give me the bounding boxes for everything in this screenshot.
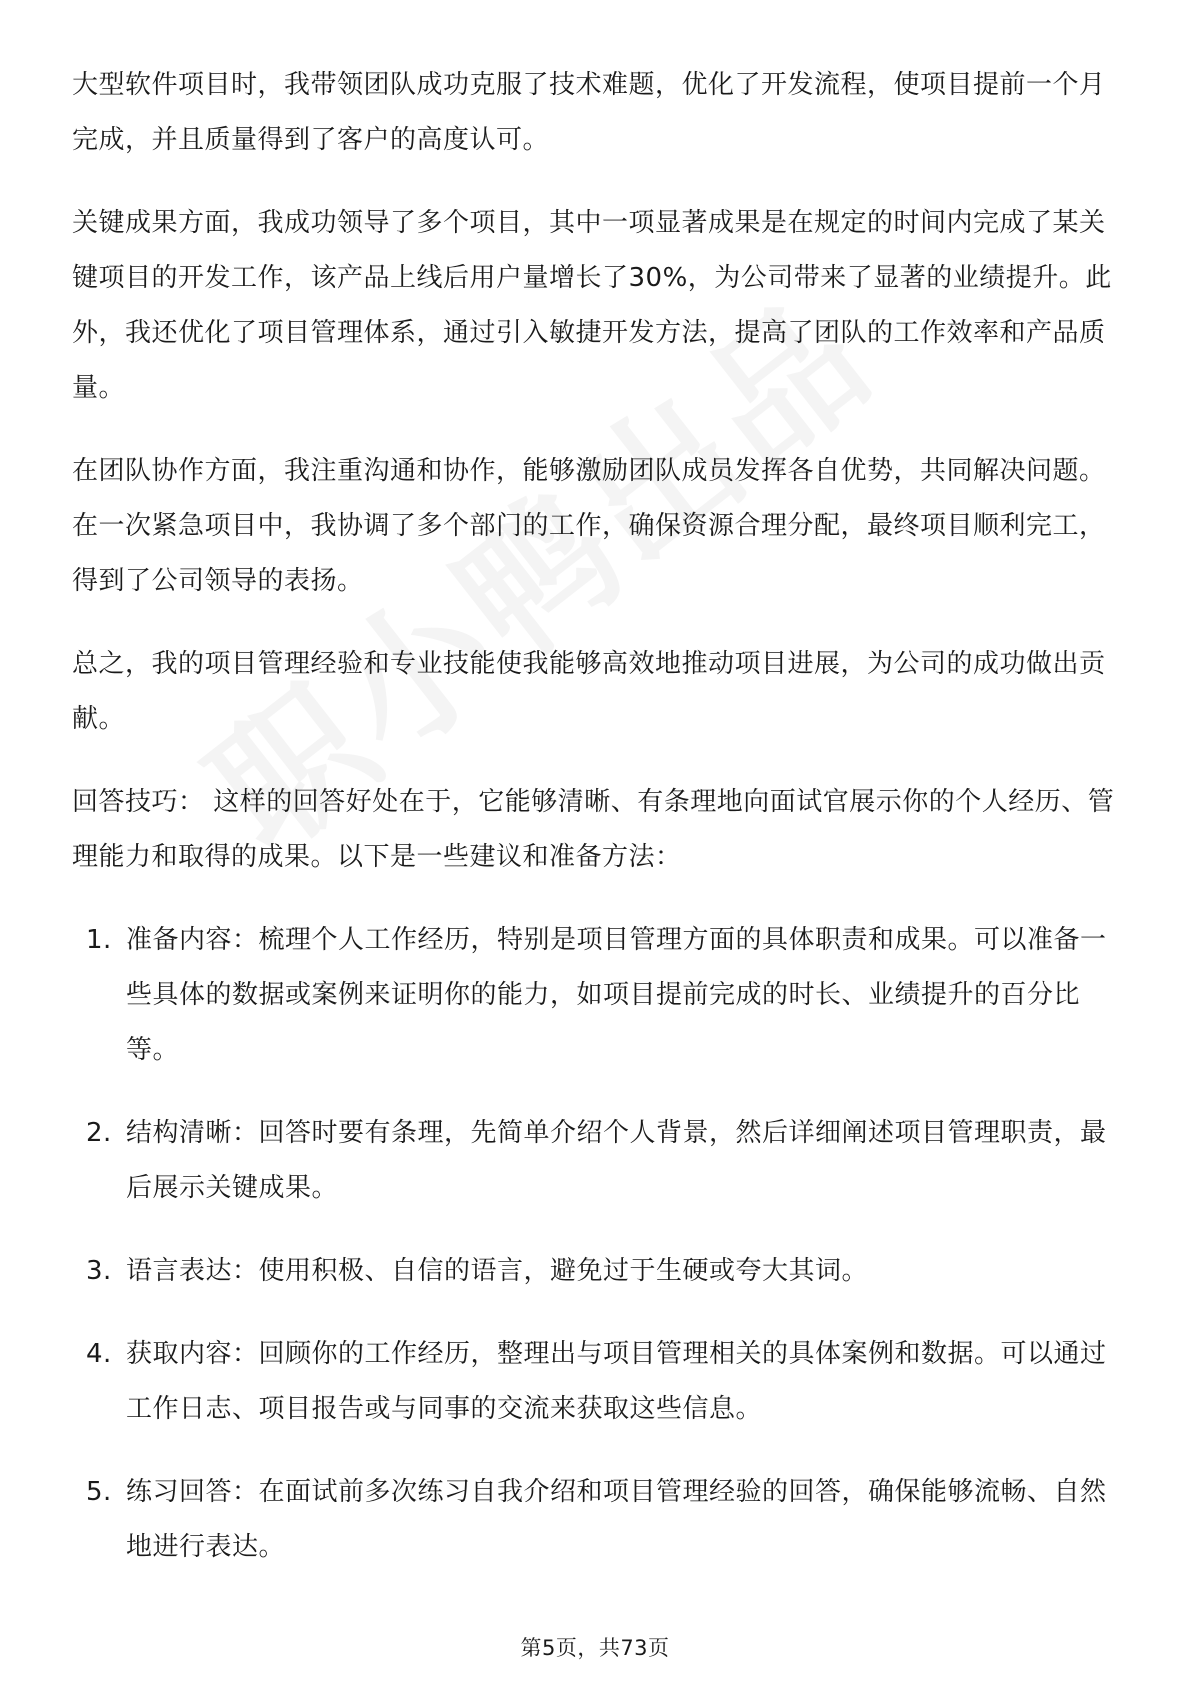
list-item-text: 结构清晰：回答时要有条理，先简单介绍个人背景，然后详细阐述项目管理职责，最后展示关键成果。	[126, 1118, 1107, 1203]
list-item	[72, 1327, 1122, 1437]
list-item	[72, 1244, 1122, 1299]
page-content	[72, 58, 1122, 1603]
paragraph-answer-tips: 回答技巧： 这样的回答好处在于，它能够清晰、有条理地向面试官展示你的个人经历、管理能力和取得的成果。以下是一些建议和准备方法：	[72, 787, 1115, 872]
list-number: 3.	[86, 1256, 112, 1286]
list-number: 5.	[86, 1477, 112, 1507]
list-item	[72, 1106, 1122, 1216]
list-item-text: 语言表达：使用积极、自信的语言，避免过于生硬或夸大其词。	[126, 1256, 869, 1286]
list-number: 4.	[86, 1339, 112, 1369]
paragraph-summary: 总之，我的项目管理经验和专业技能使我能够高效地推动项目进展，为公司的成功做出贡献。	[72, 649, 1106, 734]
list-item	[72, 1465, 1122, 1575]
paragraph-key-results: 关键成果方面，我成功领导了多个项目，其中一项显著成果是在规定的时间内完成了某关键项目的开发工作，该产品上线后用户量增长了30%，为公司带来了显著的业绩提升。此外，我还优化了项目管理体系，通过引入敏捷开发方法，提高了团队的工作效率和产品质量。	[72, 208, 1112, 403]
list-number: 1.	[86, 925, 112, 955]
list-number: 2.	[86, 1118, 112, 1148]
tips-list	[72, 913, 1122, 1575]
page-footer: 第5页，共73页	[520, 1636, 670, 1660]
list-item-text: 练习回答：在面试前多次练习自我介绍和项目管理经验的回答，确保能够流畅、自然地进行表达。	[126, 1477, 1107, 1562]
paragraph-project-intro: 大型软件项目时，我带领团队成功克服了技术难题，优化了开发流程，使项目提前一个月完成，并且质量得到了客户的高度认可。	[72, 70, 1106, 155]
list-item-text: 准备内容：梳理个人工作经历，特别是项目管理方面的具体职责和成果。可以准备一些具体的数据或案例来证明你的能力，如项目提前完成的时长、业绩提升的百分比等。	[126, 925, 1107, 1065]
list-item	[72, 913, 1122, 1078]
list-item-text: 获取内容：回顾你的工作经历，整理出与项目管理相关的具体案例和数据。可以通过工作日志、项目报告或与同事的交流来获取这些信息。	[126, 1339, 1107, 1424]
paragraph-teamwork: 在团队协作方面，我注重沟通和协作，能够激励团队成员发挥各自优势，共同解决问题。在一次紧急项目中，我协调了多个部门的工作，确保资源合理分配，最终项目顺利完工，得到了公司领导的表扬。	[72, 456, 1106, 596]
